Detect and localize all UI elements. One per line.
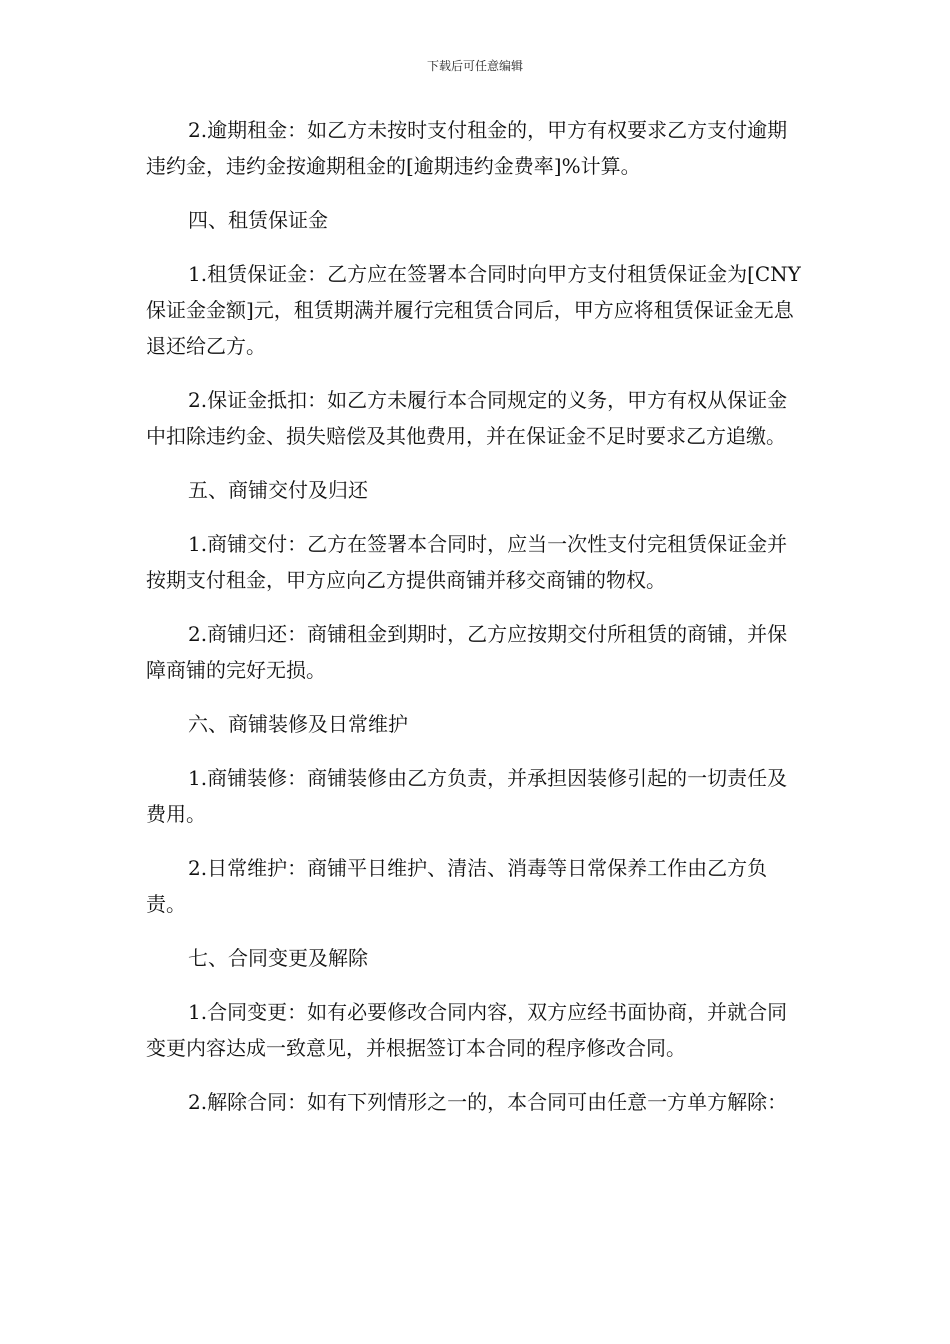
section-heading-delivery-return: 五、商铺交付及归还: [188, 478, 368, 502]
clause-deposit-deduction: 2.保证金抵扣：如乙方未履行本合同规定的义务，甲方有权从保证金中扣除违约金、损失赔偿及其他费用，并在保证金不足时要求乙方追缴。: [146, 388, 788, 448]
clause-shop-return: 2.商铺归还：商铺租金到期时，乙方应按期交付所租赁的商铺，并保障商铺的完好无损。: [146, 622, 788, 682]
section-heading-change-termination: 七、合同变更及解除: [188, 946, 368, 970]
clause-daily-maintenance: 2.日常维护：商铺平日维护、清洁、消毒等日常保养工作由乙方负责。: [146, 856, 768, 916]
page-header-note: 下载后可任意编辑: [426, 59, 523, 73]
section-heading-deposit: 四、租赁保证金: [188, 208, 328, 232]
section-heading-renovation-maintenance: 六、商铺装修及日常维护: [188, 712, 408, 736]
clause-shop-renovation: 1.商铺装修：商铺装修由乙方负责，并承担因装修引起的一切责任及费用。: [146, 766, 788, 826]
clause-shop-delivery: 1.商铺交付：乙方在签署本合同时，应当一次性支付完租赁保证金并按期支付租金，甲方应向乙方提供商铺并移交商铺的物权。: [146, 532, 788, 592]
clause-lease-deposit: 1.租赁保证金：乙方应在签署本合同时向甲方支付租赁保证金为[CNY 保证金金额]元，租赁期满并履行完租赁合同后，甲方应将租赁保证金无息退还给乙方。: [146, 262, 801, 358]
clause-overdue-rent: 2.逾期租金：如乙方未按时支付租金的，甲方有权要求乙方支付逾期违约金，违约金按逾期租金的[逾期违约金费率]%计算。: [146, 118, 788, 178]
document-body: [146, 112, 806, 1138]
clause-contract-termination: 2.解除合同：如有下列情形之一的，本合同可由任意一方单方解除：: [188, 1090, 788, 1114]
clause-contract-change: 1.合同变更：如有必要修改合同内容，双方应经书面协商，并就合同变更内容达成一致意见，并根据签订本合同的程序修改合同。: [146, 1000, 788, 1060]
